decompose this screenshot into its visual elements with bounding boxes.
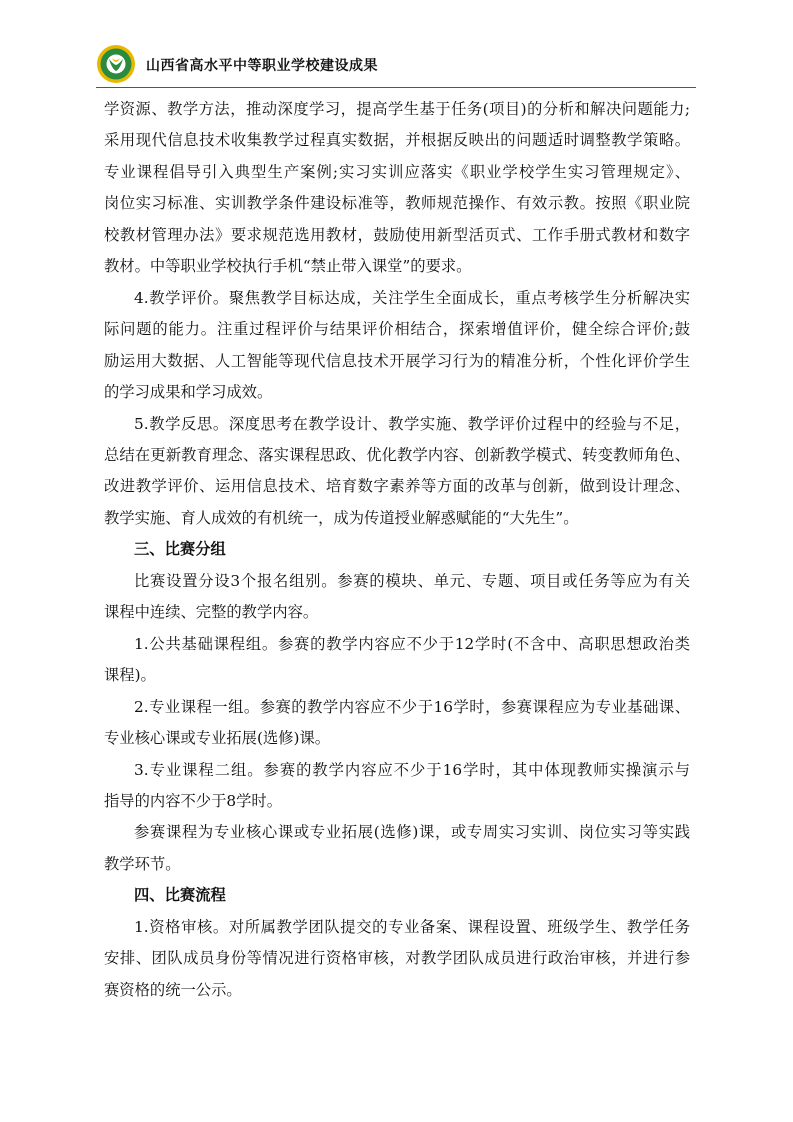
school-logo-icon	[96, 44, 136, 84]
body-line: 专业核心课或专业拓展(选修)课。	[104, 729, 331, 748]
section-heading: 四、比赛流程	[134, 886, 226, 905]
body-line: 岗位实习标准、实训教学条件建设标准等，教师规范操作、有效示教。按照《职业院	[104, 194, 690, 213]
body-line: 励运用大数据、人工智能等现代信息技术开展学习行为的精准分析，个性化评价学生	[104, 351, 690, 370]
body-line: 专业课程倡导引入典型生产案例;实习实训应落实《职业学校学生实习管理规定》、	[104, 162, 690, 181]
body-line: 赛资格的统一公示。	[104, 980, 242, 999]
body-line: 教学实施、育人成效的有机统一，成为传道授业解惑赋能的“大先生”。	[104, 508, 579, 527]
document-body	[104, 94, 690, 1006]
body-line: 的学习成果和学习成效。	[104, 383, 273, 402]
body-line: 改进教学评价、运用信息技术、培育数字素养等方面的改革与创新，做到设计理念、	[104, 477, 690, 496]
body-line: 1.资格审核。对所属教学团队提交的专业备案、课程设置、班级学生、教学任务	[134, 917, 690, 936]
body-line: 课程)。	[104, 666, 156, 685]
body-line: 3.专业课程二组。参赛的教学内容应不少于16学时，其中体现教师实操演示与	[134, 760, 690, 779]
body-line: 比赛设置分设3个报名组别。参赛的模块、单元、专题、项目或任务等应为有关	[134, 571, 690, 590]
body-line: 指导的内容不少于8学时。	[104, 791, 282, 810]
body-line: 4.教学评价。聚焦教学目标达成，关注学生全面成长，重点考核学生分析解决实	[134, 288, 690, 307]
body-line: 2.专业课程一组。参赛的教学内容应不少于16学时，参赛课程应为专业基础课、	[134, 697, 690, 716]
header-divider	[96, 87, 696, 88]
page-header	[96, 42, 696, 92]
body-line: 学资源、教学方法，推动深度学习，提高学生基于任务(项目)的分析和解决问题能力;	[104, 100, 690, 118]
section-heading: 三、比赛分组	[134, 540, 226, 559]
header-title: 山西省高水平中等职业学校建设成果	[146, 58, 378, 74]
body-line: 参赛课程为专业核心课或专业拓展(选修)课，或专周实习实训、岗位实习等实践	[134, 823, 690, 842]
body-line: 教材。中等职业学校执行手机“禁止带入课堂”的要求。	[104, 257, 472, 276]
body-line: 安排、团队成员身份等情况进行资格审核，对教学团队成员进行政治审核，并进行参	[104, 949, 690, 968]
body-line: 5.教学反思。深度思考在教学设计、教学实施、教学评价过程中的经验与不足，	[134, 414, 690, 433]
body-line: 课程中连续、完整的教学内容。	[104, 603, 319, 622]
body-line: 校教材管理办法》要求规范选用教材，鼓励使用新型活页式、工作手册式教材和数字	[104, 225, 690, 244]
body-line: 总结在更新教育理念、落实课程思政、优化教学内容、创新教学模式、转变教师角色、	[104, 445, 690, 464]
body-line: 1.公共基础课程组。参赛的教学内容应不少于12学时(不含中、高职思想政治类	[134, 634, 690, 653]
body-line: 教学环节。	[104, 854, 181, 873]
body-line: 采用现代信息技术收集教学过程真实数据，并根据反映出的问题适时调整教学策略。	[104, 131, 690, 150]
body-line: 际问题的能力。注重过程评价与结果评价相结合，探索增值评价，健全综合评价;鼓	[104, 320, 690, 339]
